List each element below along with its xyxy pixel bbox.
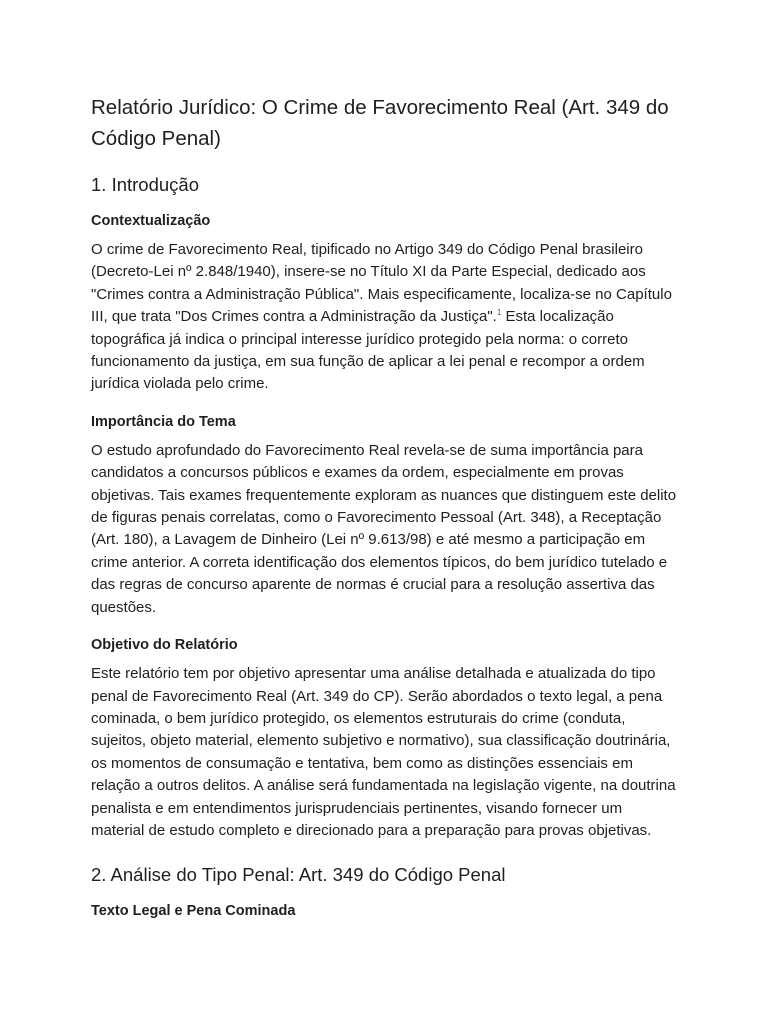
paragraph-objetivo: Este relatório tem por objetivo apresentar uma análise detalhada e atualizada do tipo penal de Favorecimento Real (Art. 349 do CP). Serão abordados o texto legal, a pena cominada, o bem jurídico protegido, os elementos estruturais do crime (conduta, sujeitos, objeto material, elemento subjetivo e normativo), sua classificação doutrinária, os momentos de consumação e tentativa, bem como as distinções essenciais em relação a outros delitos. A análise será fundamentada na legislação vigente, na doutrina penalista e em entendimentos jurisprudenciais pertinentes, visando fornecer um material de estudo completo e direcionado para a preparação para provas objetivas. <box>91 665 676 839</box>
section-introduction <box>91 172 678 842</box>
subsection-heading: Objetivo do Relatório <box>91 637 238 654</box>
section-heading: 2. Análise do Tipo Penal: Art. 349 do Código Penal <box>91 864 506 886</box>
footnote-marker[interactable]: 1 <box>496 308 502 318</box>
paragraph-text: O crime de Favorecimento Real, tipificado no Artigo 349 do Código Penal brasileiro (Decreto-Lei nº 2.848/1940), insere-se no Título XI da Parte Especial, dedicado aos "Crimes contra a Administração Pública". Mais especificamente, localiza-se no Capítulo III, que trata "Dos Crimes contra a Administração da Justiça". <box>91 241 672 326</box>
subsection-heading: Importância do Tema <box>91 413 236 430</box>
document-title: Relatório Jurídico: O Crime de Favorecimento Real (Art. 349 do Código Penal) <box>91 96 669 150</box>
paragraph-text: Esta localização topográfica já indica o principal interesse jurídico protegido pela norma: o correto funcionamento da justiça, em sua função de aplicar a lei penal e recompor a ordem jurídica violada pelo crime. <box>91 308 645 393</box>
paragraph-contextualizacao <box>91 239 678 396</box>
subsection-heading: Contextualização <box>91 213 211 229</box>
subsection-heading: Texto Legal e Pena Cominada <box>91 903 296 920</box>
paragraph-importancia: O estudo aprofundado do Favorecimento Real revela-se de suma importância para candidatos a concursos públicos e exames da ordem, especialmente em provas objetivas. Tais exames frequentemente exploram as nuances que distinguem este delito de figuras penais correlatas, como o Favorecimento Pessoal (Art. 348), a Receptação (Art. 180), a Lavagem de Dinheiro (Lei nº 9.613/98) e até mesmo a participação em crime anterior. A correta identificação dos elementos típicos, do bem jurídico tutelado e das regras de concurso aparente de normas é crucial para a resolução assertiva das questões. <box>91 441 677 616</box>
section-heading: 1. Introdução <box>91 174 199 195</box>
section-analise-tipo-penal <box>91 862 678 921</box>
